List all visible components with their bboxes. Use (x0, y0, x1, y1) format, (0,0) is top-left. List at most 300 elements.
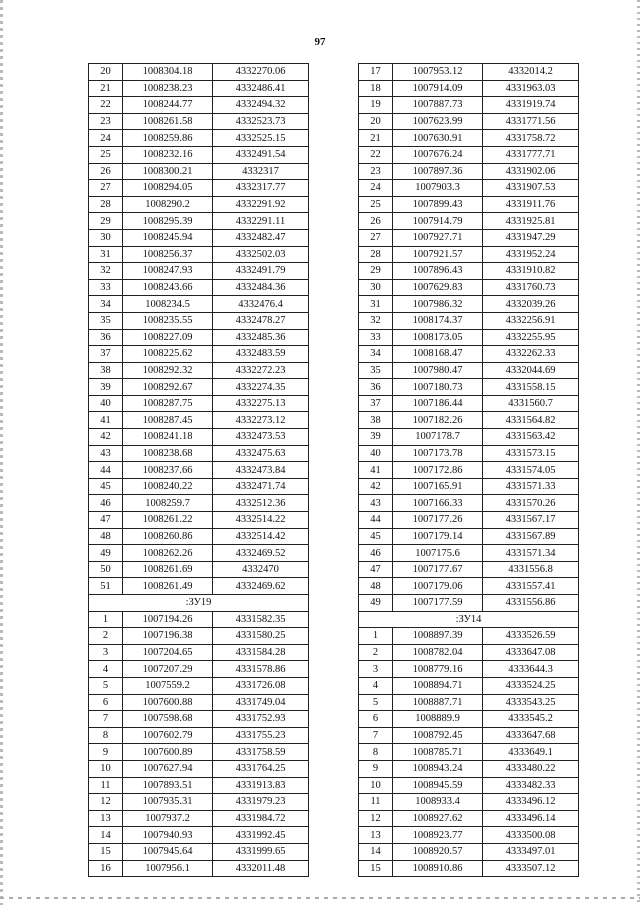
table-row (89, 777, 309, 794)
y-coordinate-cell: 4333480.22 (483, 760, 579, 777)
x-coordinate-cell: 1007177.67 (393, 561, 483, 578)
x-coordinate-cell: 1007953.12 (393, 64, 483, 81)
x-coordinate-cell: 1008300.21 (123, 163, 213, 180)
y-coordinate-cell: 4331567.89 (483, 528, 579, 545)
y-coordinate-cell: 4333545.2 (483, 711, 579, 728)
point-number-cell: 30 (89, 229, 123, 246)
point-number-cell: 44 (359, 512, 393, 529)
y-coordinate-cell: 4333644.3 (483, 661, 579, 678)
x-coordinate-cell: 1008235.55 (123, 312, 213, 329)
x-coordinate-cell: 1007204.65 (123, 644, 213, 661)
point-number-cell: 43 (89, 445, 123, 462)
point-number-cell: 39 (89, 379, 123, 396)
y-coordinate-cell: 4332469.62 (213, 578, 309, 595)
y-coordinate-cell: 4331999.65 (213, 843, 309, 860)
table-row (89, 429, 309, 446)
point-number-cell: 8 (89, 727, 123, 744)
point-number-cell: 2 (359, 644, 393, 661)
y-coordinate-cell: 4331919.74 (483, 97, 579, 114)
x-coordinate-cell: 1008933.4 (393, 794, 483, 811)
table-row (89, 196, 309, 213)
y-coordinate-cell: 4331578.86 (213, 661, 309, 678)
y-coordinate-cell: 4331760.73 (483, 279, 579, 296)
x-coordinate-cell: 1007914.09 (393, 80, 483, 97)
point-number-cell: 23 (359, 163, 393, 180)
table-row (89, 80, 309, 97)
y-coordinate-cell: 4331570.26 (483, 495, 579, 512)
point-number-cell: 35 (359, 362, 393, 379)
section-label: :ЗУ14 (359, 611, 579, 628)
x-coordinate-cell: 1008292.67 (123, 379, 213, 396)
point-number-cell: 15 (89, 843, 123, 860)
table-row (89, 213, 309, 230)
point-number-cell: 41 (89, 412, 123, 429)
y-coordinate-cell: 4332275.13 (213, 395, 309, 412)
y-coordinate-cell: 4332525.15 (213, 130, 309, 147)
x-coordinate-cell: 1007165.91 (393, 478, 483, 495)
point-number-cell: 12 (359, 810, 393, 827)
x-coordinate-cell: 1008232.16 (123, 146, 213, 163)
x-coordinate-cell: 1007180.73 (393, 379, 483, 396)
x-coordinate-cell: 1007899.43 (393, 196, 483, 213)
x-coordinate-cell: 1007602.79 (123, 727, 213, 744)
y-coordinate-cell: 4331571.33 (483, 478, 579, 495)
table-row (89, 163, 309, 180)
point-number-cell: 26 (359, 213, 393, 230)
x-coordinate-cell: 1008782.04 (393, 644, 483, 661)
table-row (359, 412, 579, 429)
table-row (359, 727, 579, 744)
x-coordinate-cell: 1007903.3 (393, 180, 483, 197)
table-row (89, 395, 309, 412)
x-coordinate-cell: 1008234.5 (123, 296, 213, 313)
x-coordinate-cell: 1007629.83 (393, 279, 483, 296)
section-header-row (89, 595, 309, 612)
point-number-cell: 43 (359, 495, 393, 512)
x-coordinate-cell: 1008290.2 (123, 196, 213, 213)
y-coordinate-cell: 4331726.08 (213, 677, 309, 694)
scan-edge-left (0, 0, 3, 905)
y-coordinate-cell: 4332478.27 (213, 312, 309, 329)
table-row (359, 296, 579, 313)
y-coordinate-cell: 4333482.33 (483, 777, 579, 794)
table-row (89, 661, 309, 678)
x-coordinate-cell: 1008241.18 (123, 429, 213, 446)
table-row (89, 744, 309, 761)
table-row (89, 445, 309, 462)
point-number-cell: 17 (359, 64, 393, 81)
table-row (359, 478, 579, 495)
table-row (89, 644, 309, 661)
y-coordinate-cell: 4332473.84 (213, 462, 309, 479)
y-coordinate-cell: 4333507.12 (483, 860, 579, 877)
table-row (89, 130, 309, 147)
y-coordinate-cell: 4332044.69 (483, 362, 579, 379)
x-coordinate-cell: 1007207.29 (123, 661, 213, 678)
x-coordinate-cell: 1007598.68 (123, 711, 213, 728)
x-coordinate-cell: 1008247.93 (123, 263, 213, 280)
y-coordinate-cell: 4331771.56 (483, 113, 579, 130)
point-number-cell: 29 (89, 213, 123, 230)
table-row (89, 296, 309, 313)
table-row (359, 744, 579, 761)
y-coordinate-cell: 4331758.72 (483, 130, 579, 147)
y-coordinate-cell: 4332470 (213, 561, 309, 578)
y-coordinate-cell: 4331571.34 (483, 545, 579, 562)
point-number-cell: 37 (89, 346, 123, 363)
y-coordinate-cell: 4331558.15 (483, 379, 579, 396)
point-number-cell: 24 (89, 130, 123, 147)
point-number-cell: 8 (359, 744, 393, 761)
y-coordinate-cell: 4332291.11 (213, 213, 309, 230)
y-coordinate-cell: 4331907.53 (483, 180, 579, 197)
point-number-cell: 46 (359, 545, 393, 562)
table-row (89, 263, 309, 280)
point-number-cell: 11 (89, 777, 123, 794)
point-number-cell: 9 (359, 760, 393, 777)
table-row (89, 279, 309, 296)
table-row (89, 312, 309, 329)
x-coordinate-cell: 1007940.93 (123, 827, 213, 844)
table-row (89, 528, 309, 545)
point-number-cell: 47 (89, 512, 123, 529)
point-number-cell: 3 (89, 644, 123, 661)
point-number-cell: 29 (359, 263, 393, 280)
point-number-cell: 3 (359, 661, 393, 678)
y-coordinate-cell: 4332317.77 (213, 180, 309, 197)
point-number-cell: 12 (89, 794, 123, 811)
point-number-cell: 33 (359, 329, 393, 346)
point-number-cell: 34 (89, 296, 123, 313)
point-number-cell: 40 (89, 395, 123, 412)
point-number-cell: 38 (359, 412, 393, 429)
point-number-cell: 49 (359, 595, 393, 612)
x-coordinate-cell: 1008943.24 (393, 760, 483, 777)
table-row (89, 246, 309, 263)
point-number-cell: 32 (359, 312, 393, 329)
table-row (359, 196, 579, 213)
y-coordinate-cell: 4333524.25 (483, 677, 579, 694)
y-coordinate-cell: 4332476.4 (213, 296, 309, 313)
x-coordinate-cell: 1007627.94 (123, 760, 213, 777)
x-coordinate-cell: 1008225.62 (123, 346, 213, 363)
y-coordinate-cell: 4332255.95 (483, 329, 579, 346)
table-row (359, 80, 579, 97)
x-coordinate-cell: 1008173.05 (393, 329, 483, 346)
y-coordinate-cell: 4332273.12 (213, 412, 309, 429)
x-coordinate-cell: 1007630.91 (393, 130, 483, 147)
point-number-cell: 25 (89, 146, 123, 163)
table-row (89, 478, 309, 495)
point-number-cell: 27 (89, 180, 123, 197)
table-row (359, 64, 579, 81)
point-number-cell: 5 (89, 677, 123, 694)
table-row (89, 64, 309, 81)
table-row (359, 827, 579, 844)
x-coordinate-cell: 1008287.45 (123, 412, 213, 429)
x-coordinate-cell: 1008245.94 (123, 229, 213, 246)
point-number-cell: 18 (359, 80, 393, 97)
x-coordinate-cell: 1008287.75 (123, 395, 213, 412)
point-number-cell: 14 (359, 843, 393, 860)
point-number-cell: 48 (89, 528, 123, 545)
x-coordinate-cell: 1008256.37 (123, 246, 213, 263)
point-number-cell: 7 (359, 727, 393, 744)
table-row (89, 794, 309, 811)
table-row (89, 628, 309, 645)
table-row (359, 512, 579, 529)
x-coordinate-cell: 1007600.88 (123, 694, 213, 711)
x-coordinate-cell: 1008894.71 (393, 677, 483, 694)
point-number-cell: 28 (89, 196, 123, 213)
x-coordinate-cell: 1007179.06 (393, 578, 483, 595)
x-coordinate-cell: 1008785.71 (393, 744, 483, 761)
x-coordinate-cell: 1007897.36 (393, 163, 483, 180)
point-number-cell: 24 (359, 180, 393, 197)
table-row (89, 843, 309, 860)
table-row (359, 860, 579, 877)
table-row (359, 644, 579, 661)
y-coordinate-cell: 4332011.48 (213, 860, 309, 877)
table-row (89, 329, 309, 346)
point-number-cell: 6 (359, 711, 393, 728)
x-coordinate-cell: 1008304.18 (123, 64, 213, 81)
point-number-cell: 46 (89, 495, 123, 512)
table-row (89, 611, 309, 628)
point-number-cell: 35 (89, 312, 123, 329)
y-coordinate-cell: 4331557.41 (483, 578, 579, 595)
point-number-cell: 31 (359, 296, 393, 313)
table-row (89, 578, 309, 595)
y-coordinate-cell: 4331556.8 (483, 561, 579, 578)
table-row (359, 346, 579, 363)
x-coordinate-cell: 1008295.39 (123, 213, 213, 230)
y-coordinate-cell: 4332486.41 (213, 80, 309, 97)
table-row (359, 362, 579, 379)
x-coordinate-cell: 1007194.26 (123, 611, 213, 628)
section-header-row (359, 611, 579, 628)
y-coordinate-cell: 4332471.74 (213, 478, 309, 495)
table-row (89, 860, 309, 877)
point-number-cell: 7 (89, 711, 123, 728)
x-coordinate-cell: 1007927.71 (393, 229, 483, 246)
point-number-cell: 10 (359, 777, 393, 794)
table-row (89, 97, 309, 114)
point-number-cell: 37 (359, 395, 393, 412)
x-coordinate-cell: 1007600.89 (123, 744, 213, 761)
x-coordinate-cell: 1008243.66 (123, 279, 213, 296)
x-coordinate-cell: 1007887.73 (393, 97, 483, 114)
table-row (89, 561, 309, 578)
y-coordinate-cell: 4331573.15 (483, 445, 579, 462)
y-coordinate-cell: 4331984.72 (213, 810, 309, 827)
x-coordinate-cell: 1007177.26 (393, 512, 483, 529)
y-coordinate-cell: 4332484.36 (213, 279, 309, 296)
table-row (359, 561, 579, 578)
point-number-cell: 38 (89, 362, 123, 379)
y-coordinate-cell: 4331580.25 (213, 628, 309, 645)
y-coordinate-cell: 4331777.71 (483, 146, 579, 163)
x-coordinate-cell: 1008259.86 (123, 130, 213, 147)
table-row (89, 810, 309, 827)
point-number-cell: 34 (359, 346, 393, 363)
y-coordinate-cell: 4333496.14 (483, 810, 579, 827)
x-coordinate-cell: 1008174.37 (393, 312, 483, 329)
y-coordinate-cell: 4332317 (213, 163, 309, 180)
x-coordinate-cell: 1007980.47 (393, 362, 483, 379)
x-coordinate-cell: 1007945.64 (123, 843, 213, 860)
table-row (359, 578, 579, 595)
x-coordinate-cell: 1007559.2 (123, 677, 213, 694)
point-number-cell: 14 (89, 827, 123, 844)
table-row (359, 462, 579, 479)
x-coordinate-cell: 1008887.71 (393, 694, 483, 711)
table-row (89, 462, 309, 479)
y-coordinate-cell: 4332291.92 (213, 196, 309, 213)
y-coordinate-cell: 4331947.29 (483, 229, 579, 246)
point-number-cell: 26 (89, 163, 123, 180)
y-coordinate-cell: 4333500.08 (483, 827, 579, 844)
x-coordinate-cell: 1007196.38 (123, 628, 213, 645)
point-number-cell: 32 (89, 263, 123, 280)
point-number-cell: 10 (89, 760, 123, 777)
y-coordinate-cell: 4331952.24 (483, 246, 579, 263)
table-row (89, 545, 309, 562)
point-number-cell: 2 (89, 628, 123, 645)
point-number-cell: 21 (89, 80, 123, 97)
y-coordinate-cell: 4331560.7 (483, 395, 579, 412)
y-coordinate-cell: 4331755.23 (213, 727, 309, 744)
y-coordinate-cell: 4331564.82 (483, 412, 579, 429)
table-row (89, 229, 309, 246)
table-row (359, 246, 579, 263)
y-coordinate-cell: 4332502.03 (213, 246, 309, 263)
table-row (359, 445, 579, 462)
table-row (89, 711, 309, 728)
table-row (359, 180, 579, 197)
table-row (89, 113, 309, 130)
x-coordinate-cell: 1007186.44 (393, 395, 483, 412)
y-coordinate-cell: 4332483.59 (213, 346, 309, 363)
x-coordinate-cell: 1008920.57 (393, 843, 483, 860)
y-coordinate-cell: 4331902.06 (483, 163, 579, 180)
y-coordinate-cell: 4332270.06 (213, 64, 309, 81)
x-coordinate-cell: 1008889.9 (393, 711, 483, 728)
y-coordinate-cell: 4333649.1 (483, 744, 579, 761)
x-coordinate-cell: 1008259.7 (123, 495, 213, 512)
point-number-cell: 47 (359, 561, 393, 578)
table-row (359, 229, 579, 246)
y-coordinate-cell: 4331963.03 (483, 80, 579, 97)
table-row (359, 312, 579, 329)
table-row (359, 213, 579, 230)
y-coordinate-cell: 4331749.04 (213, 694, 309, 711)
y-coordinate-cell: 4332482.47 (213, 229, 309, 246)
section-label: :ЗУ19 (89, 595, 309, 612)
y-coordinate-cell: 4332514.42 (213, 528, 309, 545)
point-number-cell: 39 (359, 429, 393, 446)
y-coordinate-cell: 4332014.2 (483, 64, 579, 81)
y-coordinate-cell: 4332485.36 (213, 329, 309, 346)
point-number-cell: 40 (359, 445, 393, 462)
x-coordinate-cell: 1007956.1 (123, 860, 213, 877)
point-number-cell: 48 (359, 578, 393, 595)
point-number-cell: 36 (359, 379, 393, 396)
point-number-cell: 1 (359, 628, 393, 645)
y-coordinate-cell: 4332512.36 (213, 495, 309, 512)
table-row (359, 113, 579, 130)
x-coordinate-cell: 1007896.43 (393, 263, 483, 280)
y-coordinate-cell: 4333497.01 (483, 843, 579, 860)
y-coordinate-cell: 4331574.05 (483, 462, 579, 479)
point-number-cell: 27 (359, 229, 393, 246)
y-coordinate-cell: 4331556.86 (483, 595, 579, 612)
y-coordinate-cell: 4332274.35 (213, 379, 309, 396)
table-row (359, 329, 579, 346)
table-row (359, 711, 579, 728)
point-number-cell: 45 (359, 528, 393, 545)
y-coordinate-cell: 4331758.59 (213, 744, 309, 761)
y-coordinate-cell: 4331925.81 (483, 213, 579, 230)
point-number-cell: 11 (359, 794, 393, 811)
y-coordinate-cell: 4333496.12 (483, 794, 579, 811)
table-row (89, 346, 309, 363)
x-coordinate-cell: 1008910.86 (393, 860, 483, 877)
y-coordinate-cell: 4333647.68 (483, 727, 579, 744)
x-coordinate-cell: 1008261.58 (123, 113, 213, 130)
x-coordinate-cell: 1008945.59 (393, 777, 483, 794)
x-coordinate-cell: 1007676.24 (393, 146, 483, 163)
table-row (359, 429, 579, 446)
x-coordinate-cell: 1008244.77 (123, 97, 213, 114)
point-number-cell: 4 (359, 677, 393, 694)
y-coordinate-cell: 4331979.23 (213, 794, 309, 811)
y-coordinate-cell: 4332491.79 (213, 263, 309, 280)
x-coordinate-cell: 1008261.49 (123, 578, 213, 595)
x-coordinate-cell: 1007172.86 (393, 462, 483, 479)
y-coordinate-cell: 4332473.53 (213, 429, 309, 446)
table-row (89, 760, 309, 777)
y-coordinate-cell: 4332469.52 (213, 545, 309, 562)
table-row (359, 810, 579, 827)
point-number-cell: 23 (89, 113, 123, 130)
x-coordinate-cell: 1007166.33 (393, 495, 483, 512)
y-coordinate-cell: 4333647.08 (483, 644, 579, 661)
table-row (89, 180, 309, 197)
point-number-cell: 41 (359, 462, 393, 479)
x-coordinate-cell: 1007914.79 (393, 213, 483, 230)
table-row (89, 694, 309, 711)
table-row (359, 163, 579, 180)
point-number-cell: 42 (359, 478, 393, 495)
table-row (89, 146, 309, 163)
y-coordinate-cell: 4331752.93 (213, 711, 309, 728)
y-coordinate-cell: 4331582.35 (213, 611, 309, 628)
point-number-cell: 19 (359, 97, 393, 114)
x-coordinate-cell: 1008294.05 (123, 180, 213, 197)
y-coordinate-cell: 4332523.73 (213, 113, 309, 130)
x-coordinate-cell: 1007173.78 (393, 445, 483, 462)
point-number-cell: 45 (89, 478, 123, 495)
table-row (359, 379, 579, 396)
y-coordinate-cell: 4332475.63 (213, 445, 309, 462)
y-coordinate-cell: 4332039.26 (483, 296, 579, 313)
table-row (359, 595, 579, 612)
point-number-cell: 13 (89, 810, 123, 827)
x-coordinate-cell: 1008237.66 (123, 462, 213, 479)
table-row (359, 677, 579, 694)
y-coordinate-cell: 4331567.17 (483, 512, 579, 529)
